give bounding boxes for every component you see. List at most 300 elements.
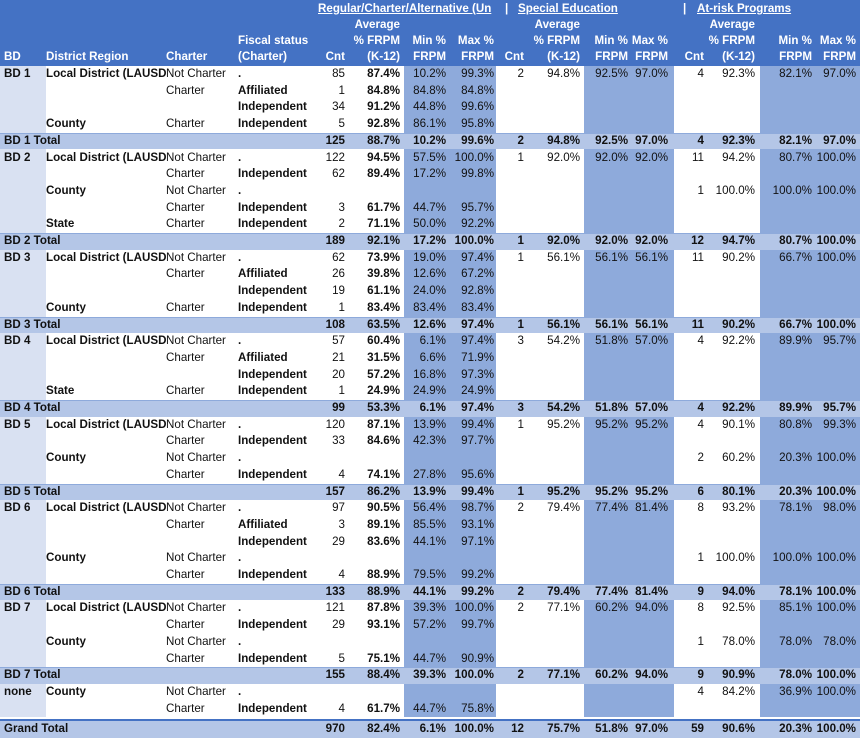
cell-a-max: 95.7%: [823, 334, 856, 348]
cell-a-max: 100.0%: [816, 668, 856, 682]
cell-r-max: 100.0%: [454, 601, 494, 615]
cell-s-avg: [524, 634, 580, 651]
cell-r-avg: 24.9%: [367, 384, 400, 398]
cell-a-min: 20.3%: [779, 451, 812, 465]
cell-s-avg: [524, 450, 580, 467]
cell-s-avg: 94.8%: [547, 133, 580, 147]
cell-r-avg: [345, 183, 400, 200]
cell-charter: Not Charter: [166, 250, 226, 264]
cell-s-cnt: 3: [517, 401, 524, 414]
cell-bd: BD 5 Total: [4, 484, 61, 498]
cell-r-cnt: 26: [332, 267, 345, 281]
cell-region: State: [46, 217, 75, 231]
cell-a-min: 66.7%: [779, 317, 812, 331]
cell-region: County: [46, 634, 86, 648]
cell-a-max: 100.0%: [816, 601, 856, 615]
cell-a-cnt: [676, 701, 704, 718]
cell-charter: Charter: [166, 651, 205, 665]
cell-s-cnt: [497, 83, 524, 100]
cell-a-avg: [704, 701, 755, 718]
cell-a-avg: [704, 567, 755, 584]
cell-r-avg: 88.7%: [367, 133, 400, 147]
cell-s-avg: [524, 701, 580, 718]
cell-a-max: 100.0%: [816, 451, 856, 465]
cell-fiscal: .: [238, 417, 242, 431]
cell-a-avg: 90.2%: [722, 317, 755, 331]
cell-a-max: [812, 200, 856, 217]
cell-s-min: 95.2%: [595, 484, 628, 498]
column-header-charter: Charter: [166, 50, 208, 63]
cell-bd: [4, 216, 46, 233]
cell-s-max: [628, 450, 668, 467]
cell-charter: [166, 367, 238, 384]
cell-region: County: [46, 551, 86, 565]
cell-charter: Not Charter: [166, 551, 226, 565]
cell-a-cnt: [676, 534, 704, 551]
cell-charter: Not Charter: [166, 601, 226, 615]
cell-s-max: 92.0%: [635, 234, 668, 247]
cell-bd: [4, 517, 46, 534]
cell-a-max: [812, 300, 856, 317]
cell-bd: BD 7 Total: [4, 668, 61, 682]
cell-r-cnt: 62: [332, 250, 345, 264]
cell-r-cnt: 97: [332, 501, 345, 515]
cell-charter: Not Charter: [166, 684, 226, 698]
cell-s-cnt: 3: [517, 334, 524, 348]
cell-fiscal: .: [238, 501, 242, 515]
cell-r-min: 42.3%: [413, 434, 446, 448]
cell-r-max: 90.9%: [461, 651, 494, 665]
cell-region: [46, 701, 166, 718]
cell-s-avg: [524, 99, 580, 116]
cell-charter: [166, 283, 238, 300]
cell-a-avg: 92.5%: [722, 601, 755, 615]
cell-r-avg: 92.8%: [367, 117, 400, 131]
cell-r-max: 99.7%: [461, 618, 494, 632]
cell-charter: Charter: [166, 384, 205, 398]
cell-fiscal: Independent: [238, 100, 307, 114]
cell-s-avg: [524, 617, 580, 634]
cell-s-min: [584, 617, 628, 634]
cell-r-min: 83.4%: [413, 300, 446, 314]
cell-a-cnt: [676, 283, 704, 300]
cell-fiscal: [238, 720, 318, 738]
cell-a-max: [812, 433, 856, 450]
cell-charter: [166, 667, 238, 684]
cell-r-max: 99.2%: [461, 568, 494, 581]
cell-fiscal: Independent: [238, 200, 307, 214]
cell-r-cnt: 155: [325, 668, 345, 682]
cell-s-avg: [524, 216, 580, 233]
column-header-min: FRPM: [779, 50, 812, 63]
cell-fiscal: Independent: [238, 467, 307, 481]
cell-s-min: [584, 534, 628, 551]
cell-a-cnt: 9: [697, 584, 704, 598]
cell-charter: Charter: [166, 434, 205, 448]
cell-s-min: [584, 166, 628, 183]
cell-s-avg: [524, 83, 580, 100]
cell-s-max: [628, 266, 668, 283]
cell-s-max: 81.4%: [635, 501, 668, 515]
cell-a-cnt: [676, 266, 704, 283]
cell-charter: [166, 720, 238, 738]
cell-a-avg: 78.0%: [722, 634, 755, 648]
cell-bd: BD 3: [4, 250, 31, 264]
cell-r-min: 85.5%: [413, 517, 446, 531]
cell-fiscal: Independent: [238, 384, 307, 398]
cell-bd: [4, 617, 46, 634]
cell-r-max: 95.7%: [461, 200, 494, 214]
cell-r-cnt: 5: [338, 117, 345, 131]
cell-region: [46, 651, 166, 668]
cell-r-avg: 92.1%: [367, 234, 400, 247]
cell-s-avg: 75.7%: [547, 722, 580, 736]
cell-a-avg: [704, 99, 755, 116]
cell-a-avg: 84.2%: [722, 684, 755, 698]
cell-charter: Charter: [166, 200, 205, 214]
cell-region: County: [46, 684, 86, 698]
cell-r-min: 44.7%: [413, 651, 446, 665]
cell-s-cnt: [497, 467, 524, 484]
cell-s-max: [628, 183, 668, 200]
cell-a-avg: [704, 433, 755, 450]
cell-s-avg: [524, 517, 580, 534]
cell-r-avg: 83.6%: [367, 534, 400, 548]
cell-s-avg: 56.1%: [547, 317, 580, 331]
cell-a-max: 100.0%: [816, 317, 856, 331]
cell-s-min: 92.5%: [595, 133, 628, 147]
cell-a-min: [760, 83, 812, 100]
cell-s-min: [584, 350, 628, 367]
cell-fiscal: .: [238, 183, 242, 197]
cell-r-cnt: [318, 183, 345, 200]
cell-fiscal: Independent: [238, 534, 307, 548]
cell-a-cnt: [676, 300, 704, 317]
cell-s-avg: 92.0%: [547, 234, 580, 247]
cell-a-cnt: 4: [697, 334, 704, 348]
cell-charter: Not Charter: [166, 501, 226, 515]
cell-r-max: 99.4%: [461, 417, 494, 431]
cell-r-avg: 74.1%: [367, 467, 400, 481]
cell-r-cnt: 4: [338, 701, 345, 715]
cell-charter: [166, 484, 238, 501]
cell-a-cnt: 11: [691, 317, 704, 331]
cell-a-cnt: 8: [697, 501, 704, 515]
cell-r-min: 6.6%: [419, 350, 446, 364]
column-header-cnt: Cnt: [504, 50, 524, 63]
cell-s-cnt: [497, 183, 524, 200]
cell-fiscal: Affiliated: [238, 267, 288, 281]
cell-fiscal: [238, 484, 318, 501]
cell-a-max: [812, 99, 856, 116]
cell-r-cnt: 4: [338, 467, 345, 481]
cell-r-max: 97.3%: [461, 367, 494, 381]
cell-a-cnt: [676, 216, 704, 233]
cell-s-cnt: 2: [517, 601, 524, 615]
cell-r-max: 97.1%: [461, 534, 494, 548]
cell-r-avg: 89.4%: [367, 167, 400, 181]
cell-region: [46, 584, 166, 601]
cell-s-avg: [524, 166, 580, 183]
cell-s-min: [584, 701, 628, 718]
cell-a-max: 95.7%: [823, 401, 856, 414]
cell-a-avg: [704, 200, 755, 217]
cell-fiscal: .: [238, 684, 242, 698]
cell-r-max: 99.6%: [461, 100, 494, 114]
cell-fiscal: .: [238, 551, 242, 565]
cell-s-max: 81.4%: [635, 584, 668, 598]
cell-bd: [4, 200, 46, 217]
cell-a-min: [760, 367, 812, 384]
cell-a-avg: 100.0%: [715, 183, 755, 197]
cell-s-cnt: [497, 99, 524, 116]
cell-r-max: [446, 183, 494, 200]
cell-region: County: [46, 117, 86, 131]
cell-a-min: 78.1%: [779, 584, 812, 598]
cell-s-max: [628, 83, 668, 100]
cell-r-max: [446, 634, 494, 651]
cell-s-min: [584, 300, 628, 317]
cell-charter: Charter: [166, 217, 205, 231]
cell-r-max: 99.8%: [461, 167, 494, 181]
cell-r-avg: 88.9%: [367, 584, 400, 598]
cell-s-cnt: [497, 433, 524, 450]
cell-a-cnt: 1: [697, 551, 704, 565]
cell-s-avg: 79.4%: [547, 501, 580, 515]
cell-bd: BD 2: [4, 150, 31, 164]
cell-s-max: [628, 200, 668, 217]
cell-s-max: 57.0%: [635, 401, 668, 414]
cell-a-max: 78.0%: [823, 634, 856, 648]
column-header-fiscal: Fiscal status: [238, 34, 309, 47]
cell-r-cnt: 34: [332, 100, 345, 114]
cell-s-min: [584, 99, 628, 116]
cell-s-avg: 54.2%: [547, 334, 580, 348]
column-header-fiscal: (Charter): [238, 50, 287, 63]
column-header-bd: BD: [4, 50, 21, 63]
cell-a-avg: 90.1%: [722, 417, 755, 431]
cell-charter: Not Charter: [166, 150, 226, 164]
cell-s-min: [584, 450, 628, 467]
cell-a-cnt: [676, 367, 704, 384]
cell-charter: Charter: [166, 267, 205, 281]
cell-r-cnt: 85: [332, 67, 345, 80]
cell-a-avg: 90.9%: [722, 668, 755, 682]
cell-s-cnt: [497, 701, 524, 718]
cell-a-cnt: [676, 166, 704, 183]
cell-s-avg: [524, 283, 580, 300]
cell-fiscal: [238, 667, 318, 684]
cell-r-min: 86.1%: [413, 117, 446, 131]
cell-s-max: 95.2%: [635, 417, 668, 431]
cell-s-min: 77.4%: [595, 584, 628, 598]
cell-s-max: [628, 283, 668, 300]
cell-s-max: 94.0%: [635, 668, 668, 682]
cell-bd: BD 6: [4, 501, 31, 515]
cell-r-min: 44.1%: [413, 584, 446, 598]
cell-a-min: 66.7%: [779, 250, 812, 264]
column-header-max: Max %: [457, 34, 494, 47]
cell-region: [46, 266, 166, 283]
cell-s-avg: 56.1%: [547, 250, 580, 264]
cell-a-max: [812, 283, 856, 300]
cell-s-cnt: 1: [517, 484, 524, 498]
cell-s-min: 56.1%: [595, 250, 628, 264]
cell-a-avg: 94.0%: [722, 584, 755, 598]
cell-a-cnt: 59: [691, 722, 704, 736]
cell-s-avg: [524, 467, 580, 484]
cell-s-max: 56.1%: [635, 317, 668, 331]
cell-a-cnt: 2: [697, 451, 704, 465]
cell-s-max: 57.0%: [635, 334, 668, 348]
cell-region: Local District (LAUSD: [46, 250, 167, 264]
cell-r-max: 99.4%: [461, 484, 494, 498]
cell-bd: [4, 701, 46, 718]
cell-region: [46, 233, 166, 250]
cell-fiscal: .: [238, 150, 242, 164]
cell-a-avg: [704, 283, 755, 300]
cell-bd: [4, 383, 46, 400]
cell-region: [46, 720, 166, 738]
column-header-max: FRPM: [635, 50, 668, 63]
cell-a-cnt: 11: [691, 250, 704, 264]
cell-r-min: 17.2%: [413, 167, 446, 181]
cell-charter: [166, 534, 238, 551]
cell-s-min: [584, 651, 628, 668]
cell-s-min: 56.1%: [595, 317, 628, 331]
cell-a-avg: 94.2%: [722, 150, 755, 164]
cell-s-avg: 95.2%: [547, 484, 580, 498]
cell-charter: Charter: [166, 618, 205, 632]
cell-a-min: [760, 200, 812, 217]
cell-s-min: [584, 200, 628, 217]
cell-a-min: 78.1%: [779, 501, 812, 515]
cell-s-cnt: [497, 266, 524, 283]
cell-fiscal: Independent: [238, 651, 307, 665]
cell-s-max: 92.0%: [635, 150, 668, 164]
cell-a-avg: [704, 350, 755, 367]
cell-r-max: 99.3%: [461, 67, 494, 80]
cell-s-cnt: [497, 166, 524, 183]
cell-r-min: 24.0%: [413, 284, 446, 298]
cell-a-min: [760, 283, 812, 300]
cell-r-cnt: 57: [332, 334, 345, 348]
cell-region: Local District (LAUSD: [46, 601, 167, 615]
cell-region: [46, 567, 166, 584]
cell-r-min: 79.5%: [413, 568, 446, 581]
cell-a-avg: [704, 467, 755, 484]
cell-s-min: [584, 367, 628, 384]
cell-a-min: [760, 116, 812, 133]
cell-s-avg: [524, 383, 580, 400]
cell-a-cnt: [676, 200, 704, 217]
cell-s-avg: 79.4%: [547, 584, 580, 598]
cell-r-cnt: 120: [325, 417, 345, 431]
cell-s-max: [628, 534, 668, 551]
cell-charter: Charter: [166, 467, 205, 481]
cell-r-avg: 57.2%: [367, 367, 400, 381]
column-header-max: Max %: [631, 34, 668, 47]
cell-s-max: 95.2%: [635, 484, 668, 498]
cell-region: [46, 617, 166, 634]
cell-r-cnt: 122: [325, 150, 345, 164]
cell-r-max: 83.4%: [461, 300, 494, 314]
cell-a-cnt: 4: [697, 133, 704, 147]
cell-charter: [166, 584, 238, 601]
cell-s-cnt: 1: [517, 317, 524, 331]
cell-r-avg: [345, 450, 400, 467]
cell-region: [46, 400, 166, 417]
cell-s-max: [628, 684, 668, 701]
cell-a-min: 82.1%: [779, 67, 812, 80]
cell-region: [46, 534, 166, 551]
cell-a-avg: 92.3%: [722, 67, 755, 80]
cell-a-cnt: 8: [697, 601, 704, 615]
cell-s-cnt: [497, 517, 524, 534]
cell-a-max: 100.0%: [816, 551, 856, 565]
column-header-avg: (K-12): [722, 50, 755, 63]
cell-s-max: [628, 166, 668, 183]
group-separator: |: [505, 2, 509, 15]
cell-a-max: 100.0%: [816, 183, 856, 197]
cell-r-avg: 75.1%: [367, 651, 400, 665]
cell-a-cnt: [676, 99, 704, 116]
cell-a-cnt: 1: [697, 183, 704, 197]
cell-r-min: 44.7%: [413, 200, 446, 214]
cell-r-min: 56.4%: [413, 501, 446, 515]
cell-s-avg: [524, 200, 580, 217]
column-header-cnt: Cnt: [684, 50, 704, 63]
cell-s-min: [584, 283, 628, 300]
cell-region: [46, 83, 166, 100]
cell-a-min: 89.9%: [779, 401, 812, 414]
column-header-avg: Average: [709, 18, 755, 31]
cell-r-avg: 87.1%: [367, 417, 400, 431]
cell-region: [46, 200, 166, 217]
cell-a-max: [812, 617, 856, 634]
cell-r-min: 6.1%: [419, 722, 446, 736]
cell-s-min: 60.2%: [595, 601, 628, 615]
cell-a-avg: [704, 517, 755, 534]
cell-a-cnt: 6: [697, 484, 704, 498]
group-header-at-risk-programs: At-risk Programs: [697, 2, 792, 15]
cell-a-avg: 90.2%: [722, 250, 755, 264]
cell-r-avg: 87.8%: [367, 601, 400, 615]
cell-region: Local District (LAUSD: [46, 150, 167, 164]
cell-a-avg: [704, 216, 755, 233]
cell-a-max: 100.0%: [816, 250, 856, 264]
cell-a-avg: [704, 367, 755, 384]
cell-bd: [4, 433, 46, 450]
cell-r-avg: 88.9%: [367, 568, 400, 581]
cell-r-cnt: 125: [325, 133, 345, 147]
cell-s-cnt: [497, 283, 524, 300]
cell-a-max: 99.3%: [823, 417, 856, 431]
cell-r-max: 97.7%: [461, 434, 494, 448]
cell-r-max: 97.4%: [461, 317, 494, 331]
cell-bd: [4, 651, 46, 668]
cell-charter: [166, 317, 238, 334]
cell-s-cnt: [497, 534, 524, 551]
cell-r-cnt: 133: [325, 584, 345, 598]
cell-a-cnt: 4: [697, 67, 704, 80]
cell-fiscal: Independent: [238, 284, 307, 298]
cell-r-min: 6.1%: [419, 401, 446, 414]
column-header-max: Max %: [819, 34, 856, 47]
cell-bd: [4, 550, 46, 567]
cell-s-cnt: [497, 383, 524, 400]
cell-charter: Charter: [166, 300, 205, 314]
